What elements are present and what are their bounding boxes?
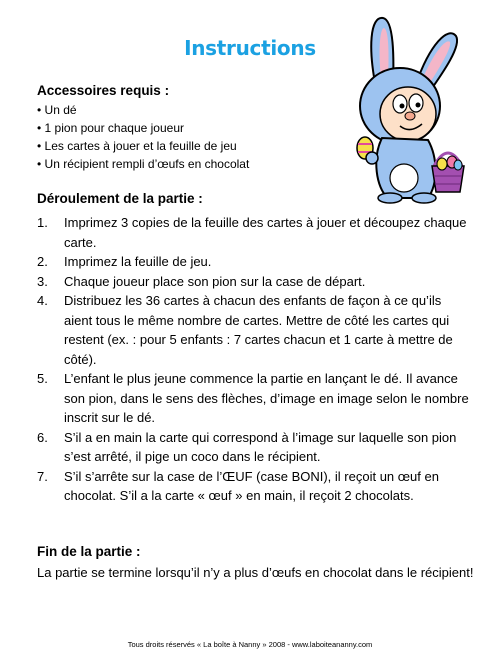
list-item: • Un récipient rempli d’œufs en chocolat <box>37 155 249 173</box>
step-number: 2. <box>37 254 48 269</box>
list-item: • 1 pion pour chaque joueur <box>37 119 249 137</box>
step-item <box>37 369 472 428</box>
accessories-heading: Accessoires requis : <box>37 83 170 98</box>
end-text: La partie se termine lorsqu’il n’y a plus d’œufs en chocolat dans le récipient! <box>37 565 474 580</box>
list-item: • Un dé <box>37 101 249 119</box>
step-item <box>37 291 472 369</box>
step-text: Imprimez 3 copies de la feuille des cartes à jouer et découpez chaque carte. <box>64 215 467 250</box>
game-heading: Déroulement de la partie : <box>37 191 203 206</box>
steps-list <box>37 213 472 506</box>
step-item <box>37 467 472 506</box>
step-item <box>37 428 472 467</box>
step-item <box>37 252 472 272</box>
step-number: 7. <box>37 468 48 484</box>
step-item <box>37 213 472 252</box>
step-text: S’il a en main la carte qui correspond à l’image sur laquelle son pion s’est arrêté, il pige un coco dans le récipient. <box>64 429 457 464</box>
step-number: 4. <box>37 293 48 308</box>
step-text: L’enfant le plus jeune commence la partie en lançant le dé. Il avance son pion, dans le sens des flèches, d’image en image selon le nombre inscrit sur le dé. <box>64 371 469 425</box>
list-item: • Les cartes à jouer et la feuille de jeu <box>37 137 249 155</box>
end-heading: Fin de la partie : <box>37 544 141 559</box>
step-item <box>37 272 472 292</box>
step-number: 6. <box>37 429 48 445</box>
page-title: Instructions <box>184 36 316 60</box>
easter-bunny-child-icon <box>338 8 468 204</box>
step-text: Chaque joueur place son pion sur la case de départ. <box>64 273 366 289</box>
step-text: Distribuez les 36 cartes à chacun des enfants de façon à ce qu’ils aient tous le même nombre de cartes. Mettre de côté les cartes qui restent (ex. : pour 5 enfants : 7 cartes chacun et 1 carte à mettre de côté). <box>64 293 453 367</box>
step-number: 3. <box>37 273 48 289</box>
copyright-footer: Tous droits réservés « La boîte à Nanny » 2008 - www.laboiteananny.com <box>127 640 373 649</box>
step-text: Imprimez la feuille de jeu. <box>64 254 212 269</box>
step-number: 1. <box>37 215 48 230</box>
accessories-list <box>37 101 249 173</box>
step-text: S’il s’arrête sur la case de l’ŒUF (case BONI), il reçoit un œuf en chocolat. S’il a la carte « œuf » en main, il reçoit 2 chocolats. <box>64 468 439 503</box>
step-number: 5. <box>37 371 48 386</box>
